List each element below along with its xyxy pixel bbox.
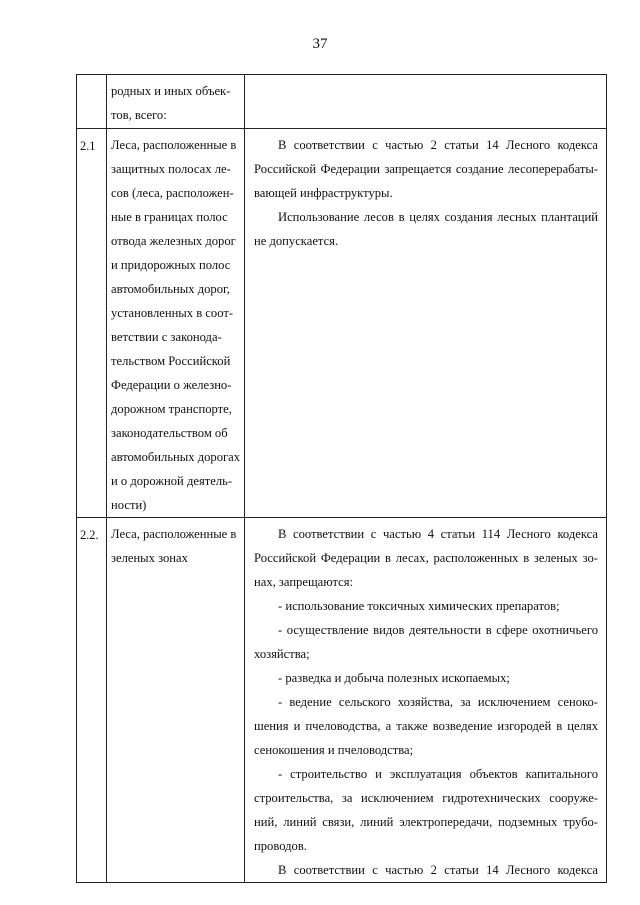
forest-regulations-table	[76, 74, 607, 883]
category-line: Леса, расположенные в	[111, 527, 237, 541]
row-number: 2.1	[77, 129, 107, 518]
paragraph-line: В соответствии с частью 4 статьи 114 Лесного кодекса	[278, 527, 598, 541]
paragraph-line: - разведка и добыча полезных ископаемых;	[278, 671, 510, 685]
row-regulation-text	[245, 75, 607, 129]
row-category-name	[107, 129, 245, 518]
category-line: сов (леса, расположен-	[111, 186, 234, 200]
paragraph-line: шения и пчеловодства, а также возведение изгородей в целях	[254, 719, 598, 733]
paragraph-line: - использование токсичных химических препаратов;	[278, 599, 560, 613]
paragraph-line: хозяйства;	[254, 647, 310, 661]
row-regulation-text	[245, 129, 607, 518]
category-line: установленных в соот-	[111, 306, 234, 320]
row-number	[77, 75, 107, 129]
paragraph-line: Российской Федерации в лесах, расположенных в зеленых зо-	[254, 551, 598, 565]
paragraph-line: вающей инфраструктуры.	[254, 186, 393, 200]
category-line: ности)	[111, 498, 147, 512]
paragraph-line: - строительство и эксплуатация объектов капитального	[278, 767, 598, 781]
category-line: и придорожных полос	[111, 258, 231, 272]
table-row	[77, 518, 607, 883]
category-line: Федерации о железно-	[111, 378, 232, 392]
category-line: дорожном транспорте,	[111, 402, 232, 416]
row-category-name	[107, 75, 245, 129]
row-regulation-text	[245, 518, 607, 883]
category-line: отвода железных дорог	[111, 234, 236, 248]
row-category-name	[107, 518, 245, 883]
category-line: тов, всего:	[111, 108, 167, 122]
page-number: 37	[312, 36, 328, 52]
paragraph-line: - осуществление видов деятельности в сфере охотничьего	[278, 623, 598, 637]
paragraph-line: Использование лесов в целях создания лесных плантаций	[278, 210, 598, 224]
paragraph-line: ний, линий связи, линий электропередачи, подземных трубо-	[254, 815, 598, 829]
category-line: зеленых зонах	[111, 551, 188, 565]
category-line: защитных полосах ле-	[111, 162, 231, 176]
category-line: автомобильных дорогах	[111, 450, 241, 464]
table-row	[77, 129, 607, 518]
paragraph-line: Российской Федерации запрещается создание лесоперерабаты-	[254, 162, 598, 176]
category-line: и о дорожной деятель-	[111, 474, 233, 488]
category-line: родных и иных объек-	[111, 84, 231, 98]
category-line: ветствии с законода-	[111, 330, 222, 344]
paragraph-line: сенокошения и пчеловодства;	[254, 743, 414, 757]
paragraph-line: - ведение сельского хозяйства, за исключением сеноко-	[278, 695, 598, 709]
category-line: тельством Российской	[111, 354, 231, 368]
paragraph-line: В соответствии с частью 2 статьи 14 Лесного кодекса	[278, 138, 598, 152]
paragraph-line: не допускается.	[254, 234, 339, 248]
paragraph-line: В соответствии с частью 2 статьи 14 Лесного кодекса	[278, 863, 598, 877]
row-number: 2.2.	[77, 518, 107, 883]
category-line: ные в границах полос	[111, 210, 228, 224]
paragraph-line: строительства, за исключением гидротехнических сооруже-	[254, 791, 598, 805]
category-line: законодательством об	[111, 426, 228, 440]
category-line: Леса, расположенные в	[111, 138, 237, 152]
table-row	[77, 75, 607, 129]
paragraph-line: нах, запрещаются:	[254, 575, 354, 589]
category-line: автомобильных дорог,	[111, 282, 230, 296]
paragraph-line: проводов.	[254, 839, 307, 853]
